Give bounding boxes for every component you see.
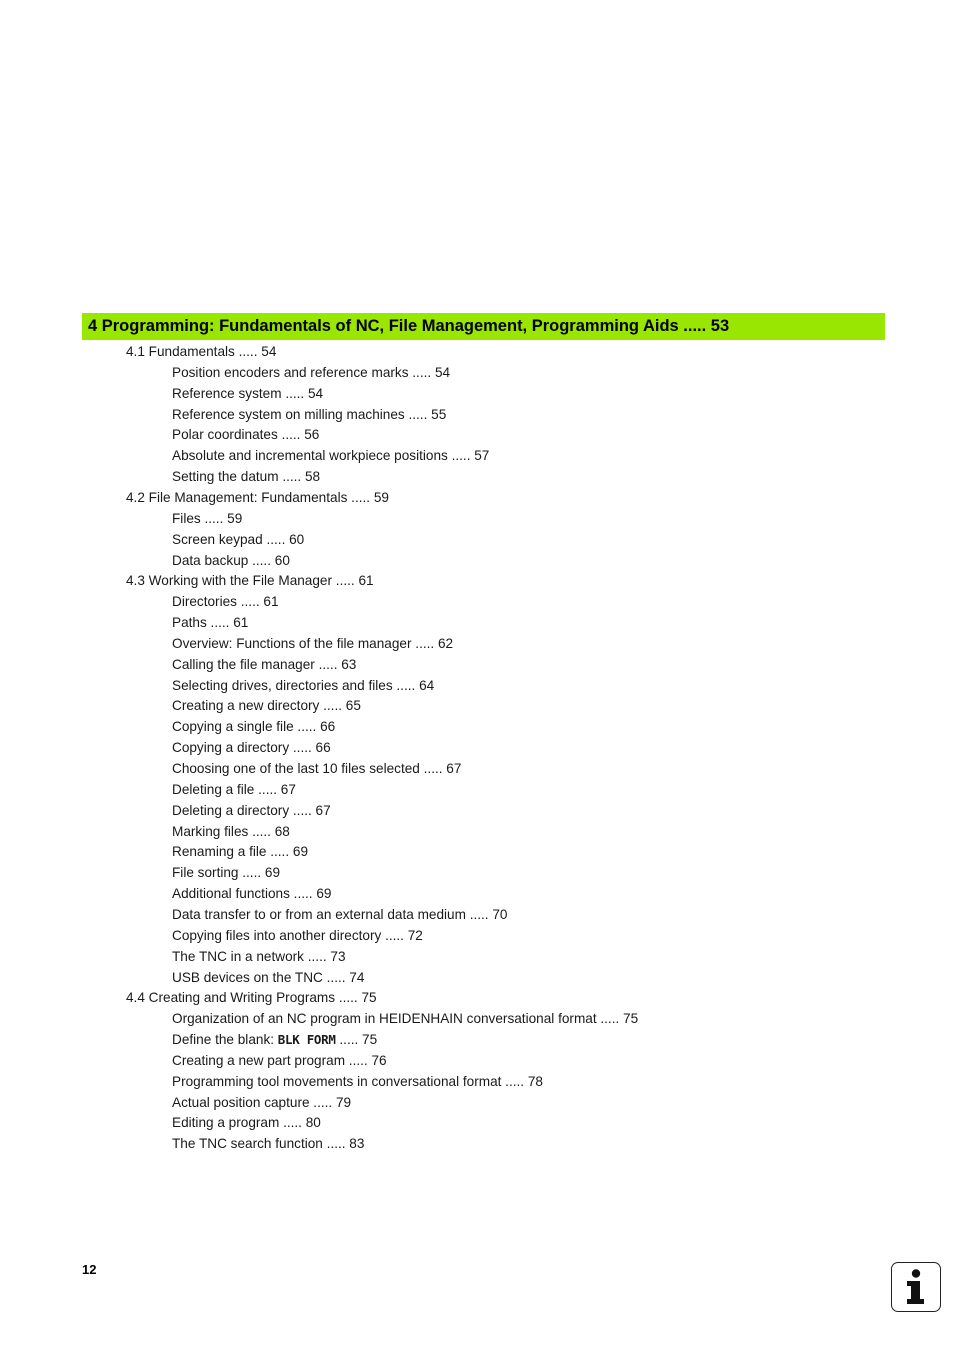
toc-entry-code: BLK FORM [277, 1032, 336, 1048]
toc-entry-text: Setting the datum ..... 58 [172, 469, 321, 485]
toc-entry-text: Actual position capture ..... 79 [172, 1094, 352, 1110]
toc-subsection-entry[interactable] [0, 425, 319, 445]
toc-entry-text: Organization of an NC program in HEIDENHAIN conversational format ..... 75 [172, 1011, 639, 1027]
toc-subsection-entry[interactable] [0, 446, 489, 466]
toc-section-entry[interactable] [0, 342, 276, 362]
toc-subsection-entry[interactable] [0, 405, 446, 425]
toc-entry-text: Additional functions ..... 69 [172, 886, 332, 902]
toc-entry-text: 4.1 Fundamentals ..... 54 [126, 344, 277, 359]
toc-entry-text: Creating a new part program ..... 76 [172, 1052, 387, 1068]
toc-subsection-entry[interactable] [0, 947, 346, 967]
toc-entry-text: Marking files ..... 68 [172, 823, 290, 839]
toc-entry-text: Programming tool movements in conversational format ..... 78 [172, 1073, 543, 1089]
toc-subsection-entry[interactable] [0, 1030, 377, 1050]
toc-entry-text: Deleting a directory ..... 67 [172, 802, 331, 818]
toc-entry-text: 4.2 File Management: Fundamentals ..... 59 [126, 489, 389, 505]
info-icon [891, 1262, 941, 1312]
toc-subsection-entry[interactable] [0, 551, 290, 571]
toc-entry-text: Paths ..... 61 [172, 615, 249, 631]
toc-entry-text: 4.3 Working with the File Manager ..... 61 [126, 573, 374, 589]
toc-subsection-entry[interactable] [0, 801, 331, 821]
toc-subsection-entry[interactable] [0, 1113, 321, 1133]
toc-entry-text: The TNC in a network ..... 73 [172, 948, 346, 964]
toc-entry-text: Copying a directory ..... 66 [172, 740, 331, 756]
toc-subsection-entry[interactable] [0, 509, 242, 529]
toc-entry-text: Define the blank: [172, 1032, 278, 1048]
toc-entry-text: Overview: Functions of the file manager ..... 62 [172, 635, 454, 651]
toc-entry-text: Selecting drives, directories and files ..... 64 [172, 677, 435, 693]
info-glyph [892, 1263, 939, 1310]
toc-entry-text: Absolute and incremental workpiece positions ..... 57 [172, 448, 490, 464]
toc-entry-page: ..... 75 [335, 1032, 378, 1048]
toc-entry-text: File sorting ..... 69 [172, 865, 281, 881]
toc-entry-text: Copying files into another directory ..... 72 [172, 927, 423, 943]
toc-entry-text: The TNC search function ..... 83 [172, 1136, 365, 1152]
toc-subsection-entry[interactable] [0, 905, 507, 925]
chapter-heading[interactable]: 4 Programming: Fundamentals of NC, File Management, Programming Aids ..... 53 [88, 317, 730, 335]
toc-entry-text: Reference system ..... 54 [172, 385, 324, 401]
toc-subsection-entry[interactable] [0, 780, 296, 800]
toc-subsection-entry[interactable] [0, 738, 331, 758]
toc-section-entry[interactable] [0, 988, 377, 1008]
toc-section-entry[interactable] [0, 488, 389, 508]
toc-entry-text: 4.4 Creating and Writing Programs ..... 75 [126, 990, 377, 1006]
toc-subsection-entry[interactable] [0, 717, 335, 737]
toc-subsection-entry[interactable] [0, 822, 290, 842]
toc-subsection-entry[interactable] [0, 1134, 364, 1154]
toc-entry-text: Data backup ..... 60 [172, 552, 290, 568]
toc-entry-text: Screen keypad ..... 60 [172, 531, 305, 547]
toc-entry-text: Data transfer to or from an external data medium ..... 70 [172, 906, 508, 922]
toc-subsection-entry[interactable] [0, 842, 308, 862]
toc-entry-text: Calling the file manager ..... 63 [172, 656, 357, 672]
toc-section-entry[interactable] [0, 571, 374, 591]
toc-subsection-entry[interactable] [0, 759, 461, 779]
toc-subsection-entry[interactable] [0, 363, 450, 383]
toc-entry-text: Polar coordinates ..... 56 [172, 427, 320, 443]
toc-subsection-entry[interactable] [0, 863, 280, 883]
toc-subsection-entry[interactable] [0, 926, 423, 946]
toc-subsection-entry[interactable] [0, 384, 323, 404]
toc-subsection-entry[interactable] [0, 592, 279, 612]
toc-subsection-entry[interactable] [0, 1093, 351, 1113]
toc-entry-text: Deleting a file ..... 67 [172, 781, 296, 797]
toc-entry-text: Choosing one of the last 10 files selected ..... 67 [172, 761, 462, 776]
toc-entry-text: Copying a single file ..... 66 [172, 719, 336, 735]
toc-subsection-entry[interactable] [0, 530, 304, 550]
toc-subsection-entry[interactable] [0, 1051, 387, 1071]
toc-entry-text: Position encoders and reference marks ..... 54 [172, 364, 451, 380]
toc-entry-text: Directories ..... 61 [172, 594, 279, 610]
toc-subsection-entry[interactable] [0, 676, 434, 696]
toc-subsection-entry[interactable] [0, 1009, 638, 1029]
toc-subsection-entry[interactable] [0, 696, 361, 716]
toc-entry-text: USB devices on the TNC ..... 74 [172, 969, 365, 985]
toc-subsection-entry[interactable] [0, 634, 453, 654]
toc-entry-text: Renaming a file ..... 69 [172, 844, 309, 860]
page-number: 12 [82, 1262, 97, 1277]
chapter-heading-bar [82, 313, 885, 340]
toc-entry-text: Creating a new directory ..... 65 [172, 698, 361, 714]
toc-subsection-entry[interactable] [0, 613, 248, 633]
toc-entry-text: Reference system on milling machines ..... 55 [172, 406, 447, 422]
toc-subsection-entry[interactable] [0, 467, 320, 487]
toc-subsection-entry[interactable] [0, 655, 356, 675]
toc-subsection-entry[interactable] [0, 1072, 543, 1092]
toc-subsection-entry[interactable] [0, 968, 364, 988]
toc-entry-text: Editing a program ..... 80 [172, 1115, 321, 1131]
toc-subsection-entry[interactable] [0, 884, 331, 904]
toc-entry-text: Files ..... 59 [172, 510, 243, 526]
